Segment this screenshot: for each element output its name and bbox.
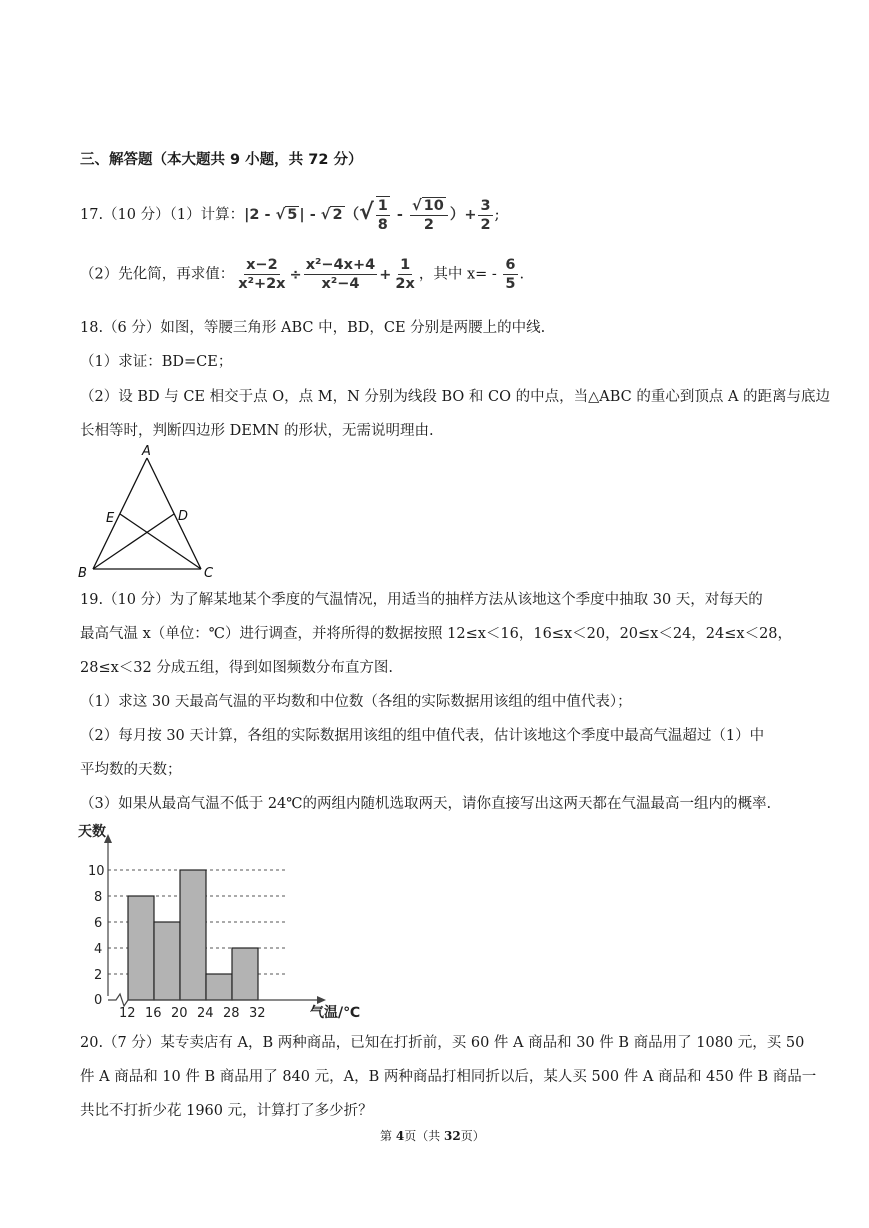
- x-tick-label: 16: [145, 1006, 162, 1021]
- q19-part3: （3）如果从最高气温不低于 24℃的两组内随机选取两天，请你直接写出这两天都在气温最高一组内的概率.: [80, 796, 772, 812]
- y-tick-label: 6: [94, 916, 103, 931]
- sqrt-icon: √: [320, 207, 331, 223]
- divide-sign: ÷: [289, 266, 302, 283]
- x-tick-label: 12: [119, 1006, 136, 1021]
- fraction-3-2: $\frac{3}{2}$: [480, 197, 491, 233]
- q19-part2-line1: （2）每月按 30 天计算，各组的实际数据用该组的组中值代表，估计该地这个季度中最高气温超过（1）中: [80, 728, 765, 744]
- histogram-bar: [154, 922, 180, 1000]
- abs-close: |: [299, 207, 305, 223]
- histogram-chart: [70, 818, 370, 1023]
- plus: +: [379, 266, 392, 283]
- axis-break-icon: [108, 994, 128, 1006]
- q19-part1: （1）求这 30 天最高气温的平均数和中位数（各组的实际数据用该组的组中值代表）；: [80, 694, 632, 710]
- fraction-sqrt10-2: $\frac{√ 10}{2}$: [410, 197, 448, 234]
- x-axis-arrow-icon: [317, 996, 326, 1004]
- q19-line2: 最高气温 x（单位：℃）进行调查，并将所得的数据按照 12≤x＜16，16≤x＜20，20≤x＜24，24≤x＜28，: [80, 626, 793, 642]
- q20-line1: 20.（7 分）某专卖店有 A，B 两种商品，已知在打折前，买 60 件 A 商品和 30 件 B 商品用了 1080 元，买 50: [80, 1035, 805, 1051]
- x-tick-label: 24: [197, 1006, 214, 1021]
- sqrt2: 2: [332, 207, 343, 223]
- fraction-c: $\frac{1}{2x}$: [395, 257, 415, 292]
- footer-page-number: 4: [395, 1129, 405, 1143]
- period: .: [519, 266, 525, 283]
- y-tick-label: 4: [94, 942, 103, 957]
- sqrt-icon: √: [411, 197, 422, 214]
- histogram-bar: [128, 896, 154, 1000]
- fraction-1-8: $\frac{1}{8}$: [377, 198, 388, 233]
- abs-open: |2 -: [244, 207, 276, 223]
- paren-close: ）: [449, 207, 465, 223]
- y-tick-label: 8: [94, 890, 103, 905]
- label-e: E: [106, 511, 115, 526]
- q18-stem: 18.（6 分）如图，等腰三角形 ABC 中，BD，CE 分别是两腰上的中线.: [80, 320, 546, 336]
- fraction-b: $\frac{\text{x²−4x+4}}{\text{x²−4}}$: [305, 257, 376, 292]
- semicolon: ;: [494, 207, 500, 223]
- fraction-a: $\frac{x-2}{\text{x²+2x}}$: [238, 257, 286, 292]
- where-clause: ，其中 x= -: [418, 266, 502, 283]
- section-title: 三、解答题（本大题共 9 小题，共 72 分）: [80, 152, 363, 168]
- q20-line3: 共比不打折少花 1960 元，计算打了多少折？: [80, 1103, 373, 1119]
- side-ab: [93, 458, 147, 569]
- sqrt5: 5: [287, 207, 298, 223]
- chart-ylabel: 天数: [78, 824, 106, 840]
- histogram-bar: [180, 870, 206, 1000]
- plus: +: [464, 207, 477, 223]
- q17-part1-prefix: 17.（10 分）（1）计算：: [80, 207, 245, 223]
- q18-part2-line2: 长相等时，判断四边形 DEMN 的形状，无需说明理由.: [80, 423, 434, 439]
- label-a: A: [142, 444, 151, 459]
- minus: -: [304, 207, 321, 223]
- label-d: D: [178, 509, 189, 524]
- chart-xlabel: 气温/℃: [310, 1005, 361, 1021]
- q20-line2: 件 A 商品和 10 件 B 商品用了 840 元，A，B 两种商品打相同折以后，某人买 500 件 A 商品和 450 件 B 商品一: [80, 1069, 817, 1085]
- q19-part2-line2: 平均数的天数；: [80, 762, 182, 778]
- histogram-bar: [206, 974, 232, 1000]
- x-tick-label: 28: [223, 1006, 240, 1021]
- histogram-bar: [232, 948, 258, 1000]
- x-tick-label: 32: [249, 1006, 266, 1021]
- y-tick-label: 2: [94, 968, 103, 983]
- sqrt-icon: √: [275, 207, 286, 223]
- minus: -: [391, 207, 408, 223]
- side-ac: [147, 458, 201, 569]
- y-tick-label: 10: [88, 864, 105, 879]
- x-tick-label: 20: [171, 1006, 188, 1021]
- label-c: C: [204, 566, 214, 581]
- footer-total-pages: 32: [444, 1129, 461, 1143]
- footer-suffix: 页）: [460, 1129, 485, 1143]
- triangle-figure: [70, 440, 230, 585]
- q17-part1: [80, 196, 499, 234]
- q18-part1: （1）求证：BD=CE；: [80, 354, 233, 370]
- q18-part2-line1: （2）设 BD 与 CE 相交于点 O，点 M，N 分别为线段 BO 和 CO 的中点，当△ABC 的重心到顶点 A 的距离与底边: [80, 389, 831, 405]
- y-tick-label: 0: [94, 993, 103, 1008]
- fraction-x: $\frac{6}{5}$: [505, 257, 516, 292]
- paren-open: （: [344, 207, 360, 223]
- q17-part2: [80, 256, 524, 293]
- q19-line3: 28≤x＜32 分成五组，得到如图频数分布直方图.: [80, 660, 393, 676]
- footer-middle: 页（共: [404, 1129, 445, 1143]
- label-b: B: [78, 566, 87, 581]
- q17-part2-prefix: （2）先化简，再求值：: [80, 266, 235, 283]
- footer-prefix: 第: [380, 1129, 396, 1143]
- page-footer: [380, 1127, 485, 1144]
- q19-line1: 19.（10 分）为了解某地某个季度的气温情况，用适当的抽样方法从该地这个季度中抽取 30 天，对每天的: [80, 592, 763, 608]
- sqrt-icon: √: [359, 200, 374, 225]
- segment-ce: [120, 514, 201, 569]
